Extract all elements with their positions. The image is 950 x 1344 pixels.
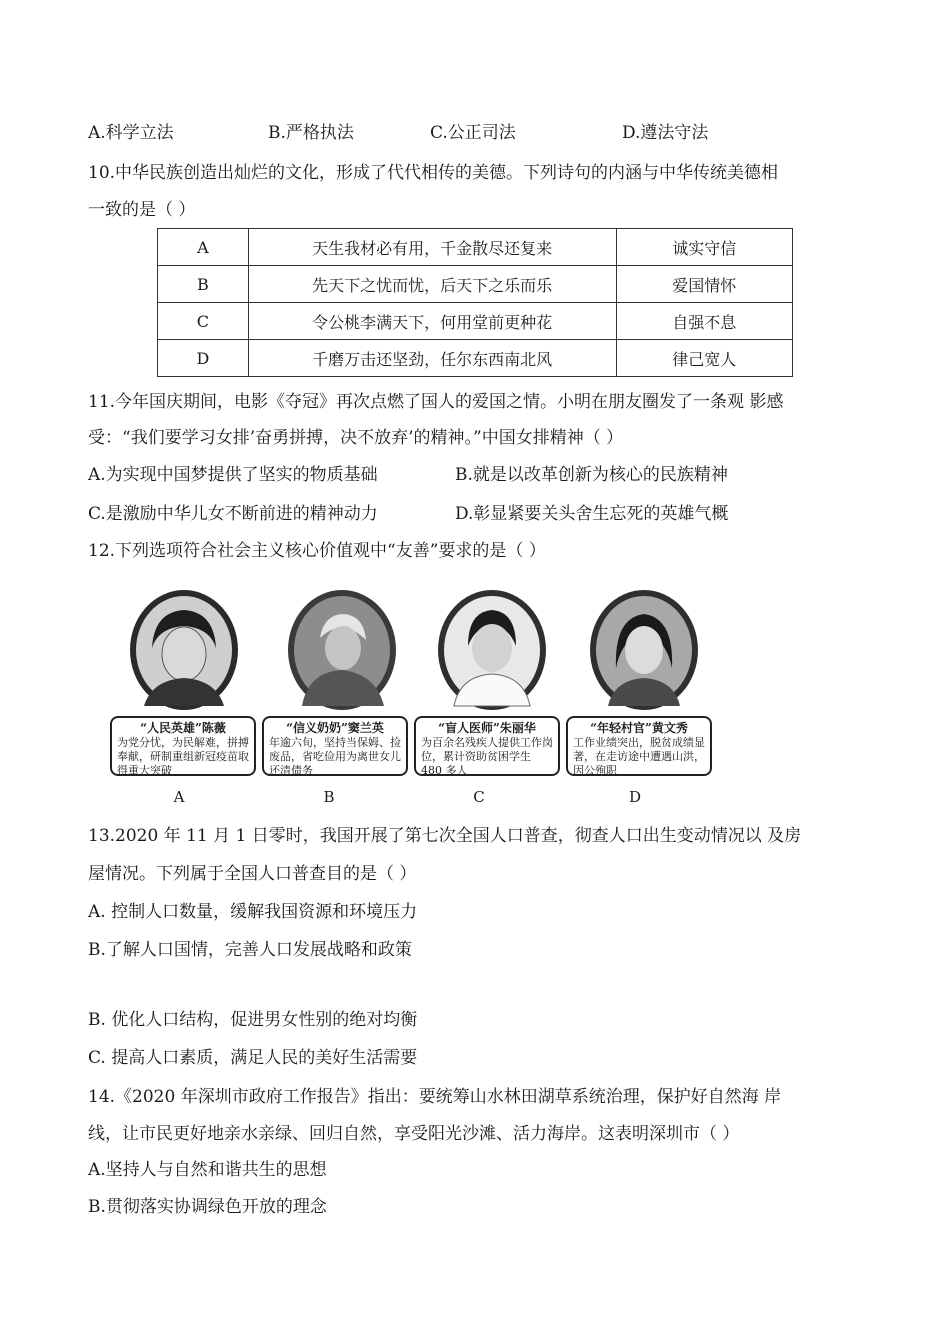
card-title: “年轻村官”黄文秀 <box>590 721 688 735</box>
q11-option-d: D.彰显紧要关头舍生忘死的英雄气概 <box>455 504 729 524</box>
row-label: B <box>158 266 249 303</box>
row-virtue: 爱国情怀 <box>616 266 792 303</box>
q11-option-a: A.为实现中国梦提供了坚实的物质基础 <box>88 465 378 485</box>
q9-option-b: B.严格执法 <box>268 123 354 143</box>
card-title: “人民英雄”陈薇 <box>140 721 226 735</box>
q11-option-c: C.是激励中华儿女不断前进的精神动力 <box>88 504 378 524</box>
q9-option-a: A.科学立法 <box>88 123 174 143</box>
row-label: C <box>158 303 249 340</box>
card-title: “盲人医师”朱丽华 <box>438 721 536 735</box>
q14-option-b: B.贯彻落实协调绿色开放的理念 <box>88 1197 327 1217</box>
card-c <box>414 716 560 776</box>
card-text: 工作业绩突出，脱贫成绩显著，在走访途中遭遇山洪，因公殉职 <box>573 736 705 777</box>
option-letter-b: B <box>323 788 335 806</box>
q10-stem-line1: 10.中华民族创造出灿烂的文化，形成了代代相传的美德。下列诗句的内涵与中华传统美德相 <box>88 163 779 183</box>
q13-option-b2: B. 优化人口结构，促进男女性别的绝对均衡 <box>88 1010 418 1030</box>
row-virtue: 律己宽人 <box>616 340 792 377</box>
card-text: 为百余名残疾人提供工作岗位，累计资助贫困学生 480 多人 <box>421 736 553 777</box>
q10-stem-line2: 一致的是（ ） <box>88 200 196 220</box>
q12-stem: 12.下列选项符合社会主义核心价值观中“友善”要求的是（ ） <box>88 541 546 561</box>
q13-option-c: C. 提高人口素质，满足人民的美好生活需要 <box>88 1048 418 1068</box>
q13-option-b: B.了解人口国情，完善人口发展战略和政策 <box>88 940 412 960</box>
row-label: A <box>158 229 249 266</box>
q13-stem-line1: 13.2020 年 11 月 1 日零时，我国开展了第七次全国人口普查，彻查人口出生变动情况以 及房 <box>88 826 802 846</box>
q11-option-b: B.就是以改革创新为核心的民族精神 <box>455 465 728 485</box>
row-poem: 天生我材必有用，千金散尽还复来 <box>248 229 616 266</box>
q13-option-a: A. 控制人口数量，缓解我国资源和环境压力 <box>88 902 418 922</box>
table-row <box>158 266 793 303</box>
portrait-d <box>582 588 706 712</box>
q11-stem-line1: 11.今年国庆期间，电影《夺冠》再次点燃了国人的爱国之情。小明在朋友圈发了一条观 影感 <box>88 392 784 412</box>
row-poem: 先天下之忧而忧，后天下之乐而乐 <box>248 266 616 303</box>
card-d <box>566 716 712 776</box>
q11-stem-line2: 受：“我们要学习女排’奋勇拼搏，决不放弃’的精神。”中国女排精神（ ） <box>88 428 624 448</box>
option-letter-a: A <box>173 788 185 806</box>
table-row <box>158 229 793 266</box>
row-virtue: 诚实守信 <box>616 229 792 266</box>
card-text: 年逾六旬，坚持当保姆、捡废品，省吃俭用为离世女儿还清债务 <box>269 736 401 777</box>
q9-option-c: C.公正司法 <box>430 123 516 143</box>
card-a <box>110 716 256 776</box>
q12-figure <box>106 588 742 808</box>
card-title: “信义奶奶”窦兰英 <box>286 721 384 735</box>
q9-option-d: D.遵法守法 <box>622 123 709 143</box>
row-label: D <box>158 340 249 377</box>
portrait-a <box>122 588 246 712</box>
table-row <box>158 340 793 377</box>
q14-option-a: A.坚持人与自然和谐共生的思想 <box>88 1160 327 1180</box>
portrait-b <box>280 588 404 712</box>
card-text: 为党分忧，为民解难，拼搏奉献，研制重组新冠疫苗取得重大突破 <box>117 736 249 777</box>
row-poem: 令公桃李满天下，何用堂前更种花 <box>248 303 616 340</box>
q13-stem-line2: 屋情况。下列属于全国人口普查目的是（ ） <box>88 864 417 884</box>
row-poem: 千磨万击还坚劲，任尔东西南北风 <box>248 340 616 377</box>
row-virtue: 自强不息 <box>616 303 792 340</box>
q10-table <box>157 228 793 377</box>
q14-stem-line1: 14.《2020 年深圳市政府工作报告》指出：要统筹山水林田湖草系统治理，保护好自然海 岸 <box>88 1087 782 1107</box>
option-letter-d: D <box>628 788 642 806</box>
table-row <box>158 303 793 340</box>
option-letter-c: C <box>473 788 485 806</box>
card-b <box>262 716 408 776</box>
portrait-c <box>430 588 554 712</box>
q14-stem-line2: 线，让市民更好地亲水亲绿、回归自然，享受阳光沙滩、活力海岸。这表明深圳市（ ） <box>88 1124 740 1144</box>
